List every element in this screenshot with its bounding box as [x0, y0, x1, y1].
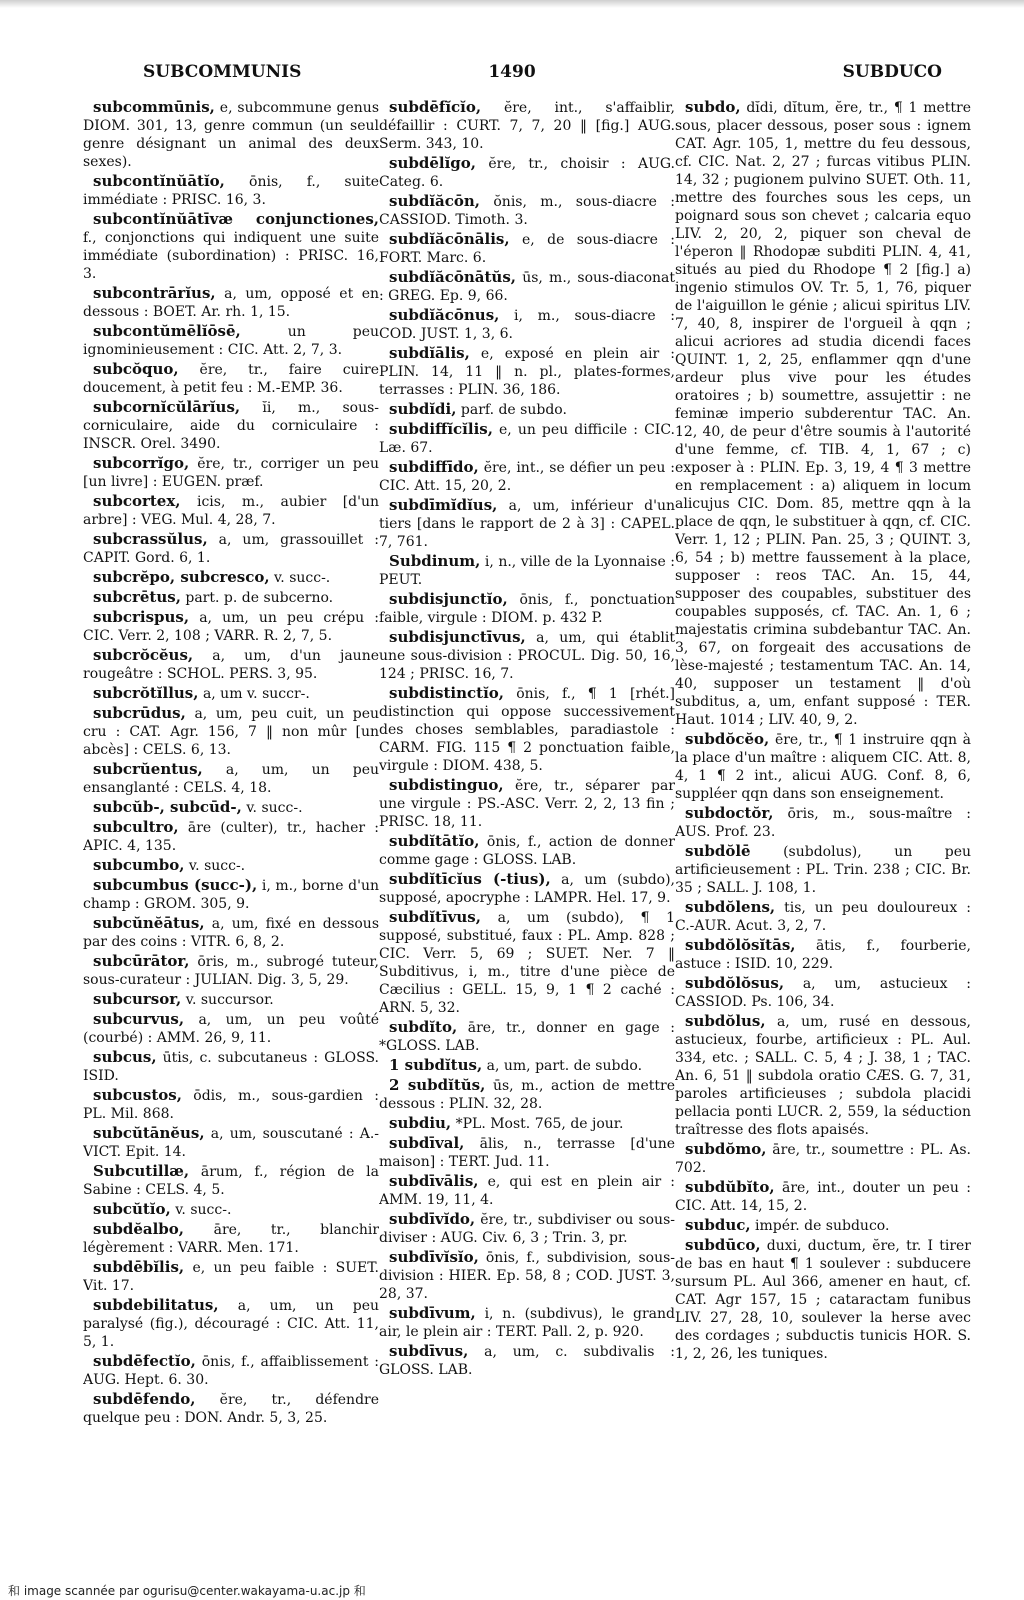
entry-definition: f., conjonctions qui indiquent une suite immédiate (subordination) : PRISC. 16, 3.: [83, 230, 379, 282]
entry-headword: subdĭăcōn,: [389, 192, 481, 210]
entry-headword: subcumbus (succ-),: [93, 876, 258, 894]
entry-headword: subdīvus,: [389, 1342, 469, 1360]
entry-definition: ūtis, c. subcutaneus : GLOSS. ISID.: [83, 1050, 379, 1084]
dictionary-entry: [379, 192, 675, 229]
entry-headword: subcortex,: [93, 492, 181, 510]
entry-headword: subdīvum,: [389, 1304, 476, 1322]
entry-definition: (subdolus), un peu artificieusement : PL. Trin. 238 ; CIC. Br. 35 ; SALL. J. 108, 1.: [675, 844, 971, 896]
entry-definition: a, um, qui établit une sous-division : PROCUL. Dig. 50, 16, 124 ; PRISC. 16, 7.: [379, 630, 675, 682]
dictionary-entry: [379, 1114, 675, 1133]
entry-headword: subcultro,: [93, 818, 179, 836]
dictionary-entry: [83, 360, 379, 397]
entry-headword: subdēbĭlis,: [93, 1258, 185, 1276]
dictionary-entry: [83, 684, 379, 703]
entry-definition: ārum, f., région de la Sabine : CELS. 4, 5.: [83, 1164, 379, 1198]
entry-definition: a, um (subdo), supposé, apocryphe : LAMPR. Hel. 17, 9.: [379, 872, 675, 906]
entry-headword: subcurvus,: [93, 1010, 185, 1028]
entry-headword: subdiffīdo,: [389, 458, 479, 476]
entry-definition: ōdis, m., sous-gardien : PL. Mil. 868.: [83, 1088, 379, 1122]
entry-definition: āre, tr., soumettre : PL. As. 702.: [675, 1142, 971, 1176]
dictionary-entry: [83, 454, 379, 491]
entry-definition: part. p. de subcerno.: [185, 590, 334, 606]
entry-definition: ĕre, tr., corriger un peu [un livre] : EUGEN. præf.: [83, 456, 379, 490]
entry-definition: un peu ignominieusement : CIC. Att. 2, 7, 3.: [83, 324, 379, 358]
dictionary-entry: [379, 552, 675, 589]
entry-headword: subdīval,: [389, 1134, 465, 1152]
entry-headword: subcontĭnŭātĭo,: [93, 172, 225, 190]
dictionary-entry: [83, 952, 379, 989]
entry-definition: ĕre, tr., faire cuire doucement, à petit feu : M.-EMP. 36.: [83, 362, 379, 396]
entry-headword: subcumbo,: [93, 856, 185, 874]
entry-definition: ōris, m., subrogé tuteur, sous-curateur : JULIAN. Dig. 3, 5, 29.: [83, 954, 379, 988]
dictionary-entry: [675, 898, 971, 935]
entry-headword: subdēlĭgo,: [389, 154, 476, 172]
entry-headword: subduc,: [685, 1216, 751, 1234]
dictionary-entry: [83, 210, 379, 283]
dictionary-entry: [675, 1216, 971, 1235]
dictionary-entry: [83, 172, 379, 209]
dictionary-entry: [379, 590, 675, 627]
dictionary-entry: [83, 798, 379, 817]
dictionary-entry: [675, 804, 971, 841]
entry-headword: subdĭăcōnus,: [389, 306, 500, 324]
entry-headword: subdēfectĭo,: [93, 1352, 196, 1370]
dictionary-entry: [675, 98, 971, 729]
dictionary-entry: [379, 268, 675, 305]
entry-headword: Subcutillæ,: [93, 1162, 190, 1180]
scan-top-edge: [0, 0, 1024, 8]
dictionary-entry: [675, 1236, 971, 1363]
dictionary-entry: [83, 818, 379, 855]
entry-headword: subdo,: [685, 98, 741, 116]
entry-headword: subdŏlens,: [685, 898, 776, 916]
entry-headword: subdistinctĭo,: [389, 684, 504, 702]
dictionary-entry: [83, 492, 379, 529]
entry-headword: subcommūnis,: [93, 98, 215, 116]
entry-definition: e, un peu difficile : CIC. Læ. 67.: [379, 422, 675, 456]
dictionary-entry: [379, 908, 675, 1017]
entry-definition: ōnis, f., subdivision, sous-division : HIER. Ep. 58, 8 ; COD. JUST. 3, 28, 37.: [379, 1250, 675, 1302]
entry-definition: ōnis, f., affaiblissement : AUG. Hept. 6. 30.: [83, 1354, 379, 1388]
entry-definition: a, um, souscutané : A.-VICT. Epit. 14.: [83, 1126, 379, 1160]
entry-definition: a, um, opposé et en dessous : BOET. Ar. rh. 1, 15.: [83, 286, 379, 320]
dictionary-entry: [675, 974, 971, 1011]
dictionary-entry: [83, 1162, 379, 1199]
entry-headword: subcrĕpo, subcresco,: [93, 568, 270, 586]
entry-headword: subcrispus,: [93, 608, 190, 626]
entry-headword: subdĭālis,: [389, 344, 470, 362]
entry-definition: ōnis, f., ponctuation faible, virgule : DIOM. p. 432 P.: [379, 592, 675, 626]
entry-headword: subdĭăcōnālis,: [389, 230, 510, 248]
entry-headword: subcrassŭlus,: [93, 530, 208, 548]
entry-headword: subdēfĭcĭo,: [389, 98, 482, 116]
entry-headword: subcŭtānĕus,: [93, 1124, 205, 1142]
entry-definition: a, um, un peu crépu : CIC. Verr. 2, 108 ; VARR. R. 2, 7, 5.: [83, 610, 379, 644]
entry-headword: subcorrĭgo,: [93, 454, 190, 472]
dictionary-entry: [83, 1200, 379, 1219]
entry-definition: a, um, astucieux : CASSIOD. Ps. 106, 34.: [675, 976, 971, 1010]
dictionary-entry: [675, 1012, 971, 1139]
entry-definition: v. succ-.: [274, 570, 331, 586]
dictionary-entry: [83, 1124, 379, 1161]
entry-definition: ūs, m., action de mettre dessous : PLIN. 32, 28.: [379, 1078, 675, 1112]
dictionary-entry: [83, 398, 379, 453]
entry-headword: subdŏcĕo,: [685, 730, 770, 748]
entry-headword: subcornĭcŭlārĭus,: [93, 398, 241, 416]
entry-definition: a, um, part. de subdo.: [486, 1058, 643, 1074]
dictionary-entry: [379, 1342, 675, 1379]
dictionary-entry: [379, 154, 675, 191]
entry-definition: v. succ-.: [188, 858, 246, 874]
entry-headword: subcontŭmēlĭōsē,: [93, 322, 241, 340]
page-number: 1490: [488, 62, 536, 82]
entry-definition: ŏnis, m., sous-diacre : CASSIOD. Timoth. 3.: [379, 194, 675, 228]
entry-headword: subdŏlŏsĭtās,: [685, 936, 796, 954]
entry-definition: a, um, peu cuit, un peu cru : CAT. Agr. 156, 7 ‖ non mûr [un abcès] : CELS. 6, 13.: [83, 706, 379, 758]
entry-definition: a, um, grassouillet : CAPIT. Gord. 6, 1.: [83, 532, 379, 566]
column-right: [675, 98, 971, 1538]
dictionary-entry: [83, 1352, 379, 1389]
entry-definition: ōnis, f., action de donner comme gage : GLOSS. LAB.: [379, 834, 675, 868]
entry-headword: subdĕalbo,: [93, 1220, 185, 1238]
entry-headword: subcŭnĕātus,: [93, 914, 205, 932]
entry-headword: subdĭtīvus,: [389, 908, 481, 926]
dictionary-entry: [379, 832, 675, 869]
entry-definition: a, um, inférieur d'un tiers [dans le rapport de 2 à 3] : CAPEL. 7, 761.: [379, 498, 675, 550]
dictionary-entry: [379, 870, 675, 907]
entry-definition: a, um, rusé en dessous, astucieux, fourbe, artificieux : PL. Aul. 334, etc. ; SALL. C. 5, 4 ; J. 38, 1 ; TAC. An. 6, 51 ‖ subdola oratio CÆS. G. 7, 31, paroles artificieuses ; subdola placidi pellacia ponti LUCR. 2, 559, la séduction traîtresse des flots apaisés.: [675, 1014, 971, 1138]
entry-definition: a, um (subdo), ¶ 1 supposé, substitué, faux : PL. Amp. 828 ; CIC. Verr. 5, 69 ; SUET. Ner. 7 ‖ Subditivus, i, m., titre d'une pièce de Cæcilius : GELL. 15, 9, 1 ¶ 2 caché : ARN. 5, 32.: [379, 910, 675, 1016]
entry-definition: a, um, un peu ensanglanté : CELS. 4, 18.: [83, 762, 379, 796]
entry-definition: ālis, n., terrasse [d'une maison] : TERT. Jud. 11.: [379, 1136, 675, 1170]
dictionary-entry: [83, 1296, 379, 1351]
dictionary-entry: [379, 496, 675, 551]
dictionary-entry: [379, 1056, 675, 1075]
entry-headword: 1 subdĭtus,: [389, 1056, 483, 1074]
entry-definition: ĕre, int., se défier un peu : CIC. Att. 15, 20, 2.: [379, 460, 675, 494]
entry-definition: impér. de subduco.: [755, 1218, 890, 1234]
dictionary-entry: [83, 1048, 379, 1085]
entry-headword: subcontrārĭus,: [93, 284, 216, 302]
entry-headword: subdīvĭsĭo,: [389, 1248, 479, 1266]
dictionary-entry: [379, 776, 675, 831]
dictionary-entry: [83, 588, 379, 607]
entry-definition: ĕre, int., s'affaiblir, défaillir : CURT. 7, 7, 20 ‖ [fig.] AUG. Serm. 343, 10.: [379, 100, 675, 152]
entry-headword: subcrŭentus,: [93, 760, 203, 778]
dictionary-entry: [379, 230, 675, 267]
entry-definition: ĕre, tr., séparer par une virgule : PS.-ASC. Verr. 2, 2, 13 fin ; PRISC. 18, 11.: [379, 778, 675, 830]
entry-definition: ĕre, tr., subdiviser ou sous-diviser : AUG. Civ. 6, 3 ; Trin. 3, pr.: [379, 1212, 675, 1246]
entry-headword: subdiffĭcĭlis,: [389, 420, 493, 438]
entry-headword: subcontĭnŭātīvæ conjunctiones,: [93, 210, 379, 228]
entry-definition: ātis, f., fourberie, astuce : ISID. 10, 229.: [675, 938, 971, 972]
entry-headword: subdisjunctĭo,: [389, 590, 508, 608]
dictionary-entry: [379, 684, 675, 775]
entry-definition: āre (culter), tr., hacher : APIC. 4, 135.: [83, 820, 379, 854]
entry-headword: subdīvĭdo,: [389, 1210, 476, 1228]
scan-credit: 和 image scannée par ogurisu@center.wakayama-u.ac.jp 和: [8, 1584, 366, 1598]
dictionary-entry: [83, 1258, 379, 1295]
entry-headword: subdĭtātĭo,: [389, 832, 480, 850]
entry-definition: ēre, tr., ¶ 1 instruire qqn à la place d'un maître : aliquem CIC. Att. 8, 4, 1 ¶ 2 int., alicui AUG. Conf. 8, 6, suppléer qqn dans son enseignement.: [675, 732, 971, 802]
entry-definition: i, m., sous-diacre : COD. JUST. 1, 3, 6.: [379, 308, 675, 342]
entry-headword: subcustos,: [93, 1086, 182, 1104]
entry-headword: subdistinguo,: [389, 776, 504, 794]
dictionary-entry: [83, 760, 379, 797]
dictionary-entry: [83, 646, 379, 683]
entry-definition: e, un peu faible : SUET. Vit. 17.: [83, 1260, 379, 1294]
dictionary-entry: [83, 1010, 379, 1047]
dictionary-entry: [379, 420, 675, 457]
dictionary-entry: [675, 1178, 971, 1215]
dictionary-entry: [379, 458, 675, 495]
entry-headword: subdīmĭdĭus,: [389, 496, 498, 514]
dictionary-entry: [675, 1140, 971, 1177]
dictionary-entry: [83, 568, 379, 587]
column-middle: [379, 98, 675, 1538]
entry-definition: āre, tr., donner en gage : *GLOSS. LAB.: [379, 1020, 675, 1054]
entry-headword: subdiu,: [389, 1114, 452, 1132]
entry-definition: e, exposé en plein air : PLIN. 14, 11 ‖ n. pl., plates-formes, terrasses : PLIN. 36, 186.: [379, 346, 675, 398]
dictionary-entry: [83, 608, 379, 645]
dictionary-entry: [379, 1076, 675, 1113]
entry-definition: i, n., ville de la Lyonnaise : PEUT.: [379, 554, 675, 588]
entry-headword: subcŏquo,: [93, 360, 179, 378]
entry-headword: subdīvālis,: [389, 1172, 479, 1190]
entry-definition: v. succ-.: [246, 800, 303, 816]
entry-headword: subdĭto,: [389, 1018, 458, 1036]
entry-definition: v. succursor.: [185, 992, 274, 1008]
entry-headword: subdŏlē: [685, 842, 751, 860]
entry-headword: subcūrātor,: [93, 952, 190, 970]
dictionary-entry: [83, 1390, 379, 1427]
dictionary-entry: [379, 98, 675, 153]
entry-headword: subdĭăcōnātŭs,: [389, 268, 517, 286]
entry-definition: a, um, un peu paralysé (fig.), découragé : CIC. Att. 11, 5, 1.: [83, 1298, 379, 1350]
entry-headword: subdoctŏr,: [685, 804, 774, 822]
entry-definition: tis, un peu douloureux : C.-AUR. Acut. 3, 2, 7.: [675, 900, 971, 934]
dictionary-entry: [675, 842, 971, 897]
entry-definition: e, de sous-diacre : FORT. Marc. 6.: [379, 232, 675, 266]
dictionary-entry: [379, 344, 675, 399]
entry-definition: a, um, un peu voûté (courbé) : AMM. 26, 9, 11.: [83, 1012, 379, 1046]
dictionary-entry: [675, 730, 971, 803]
entry-definition: i, n. (subdivus), le grand air, le plein air : TERT. Pall. 2, p. 920.: [379, 1306, 675, 1340]
dictionary-entry: [83, 98, 379, 171]
entry-definition: i, m., borne d'un champ : GROM. 305, 9.: [83, 878, 379, 912]
dictionary-entry: [83, 704, 379, 759]
entry-definition: āre, int., douter un peu : CIC. Att. 14, 15, 2.: [675, 1180, 971, 1214]
entry-headword: subcrūdus,: [93, 704, 186, 722]
dictionary-entry: [379, 400, 675, 419]
entry-definition: dĭdi, dĭtum, ĕre, tr., ¶ 1 mettre sous, placer dessous, poser sous : ignem CAT. Agr. 105, 1, mettre du feu dessous, cf. CIC. Nat. 2, 27 ; furcas vitibus PLIN. 14, 32 ; pugionem pulvino SUET. Oth. 11, mettre des fourches sous les ceps, un poignard sous son chevet ; calcaria equo LIV. 2, 20, 2, piquer son cheval de l'éperon ‖ Rhodopæ subditi PLIN. 4, 41, situés au pied du Rhodope ¶ 2 [fig.] a) ingenio stimulos OV. Tr. 5, 1, 76, piquer de l'aiguillon le génie ; alicui spiritus LIV. 7, 40, 8, inspirer de l'orgueil à qqn ; alicui acriores ad studia dicendi faces QUINT. 1, 2, 25, enflammer qqn d'une ardeur plus vive pour les études oratoires ; b) soumettre, assujettir : ne feminæ imperio subderentur TAC. An. 12, 40, de peur d'être soumis à l'autorité d'une femme, cf. TIB. 4, 1, 67 ; c) exposer à : PLIN. Ep. 3, 19, 4 ¶ 3 mettre en remplacement : a) aliquem in locum alicujus CIC. Dom. 85, mettre qqn à la place de qqn, le substituer à qqn, cf. CIC. Verr. 1, 12 ; PLIN. Pan. 25, 3 ; QUINT. 3, 6, 54 ; b) mettre faussement à la place, supposer : reos TAC. An. 15, 44, supposer des coupables, substituer des coupables supposés, cf. TAC. An. 1, 6 ; majestatis crimina subdebantur TAC. An. 3, 67, on forgeait des accusations de lèse-majesté ; testamentum TAC. An. 14, 40, supposer un testament ‖ d'où subditus, a, um, enfant supposé : TER. Haut. 1014 ; LIV. 40, 9, 2.: [675, 100, 971, 728]
entry-definition: e, qui est en plein air : AMM. 19, 11, 4.: [379, 1174, 675, 1208]
entry-definition: e, subcommune genus DIOM. 301, 13, genre commun (un seul genre désignant un animal des deux sexes).: [83, 100, 379, 170]
entry-headword: subdĭdi,: [389, 400, 457, 418]
entry-definition: v. succ-.: [175, 1202, 232, 1218]
entry-headword: subcrŏtĭllus,: [93, 684, 199, 702]
entry-headword: subdĭtīcĭus (-tius),: [389, 870, 551, 888]
entry-definition: icis, m., aubier [d'un arbre] : VEG. Mul. 4, 28, 7.: [83, 494, 379, 528]
entry-headword: subcrētus,: [93, 588, 181, 606]
entry-headword: subdebilitatus,: [93, 1296, 219, 1314]
running-head-right: SUBDUCO: [842, 62, 942, 82]
entry-definition: a, um v. succr-.: [202, 686, 310, 702]
entry-headword: subcŭb-, subcūd-,: [93, 798, 242, 816]
entry-headword: subcursor,: [93, 990, 182, 1008]
dictionary-entry: [379, 1018, 675, 1055]
entry-definition: a, um, d'un jaune rougeâtre : SCHOL. PERS. 3, 95.: [83, 648, 379, 682]
dictionary-entry: [83, 990, 379, 1009]
entry-headword: subdŏlus,: [685, 1012, 766, 1030]
dictionary-entry: [83, 914, 379, 951]
entry-headword: subcus,: [93, 1048, 157, 1066]
entry-headword: subcrŏcĕus,: [93, 646, 194, 664]
dictionary-entry: [379, 1172, 675, 1209]
entry-headword: 2 subdĭtŭs,: [389, 1076, 486, 1094]
entry-definition: ōnis, f., ¶ 1 [rhét.] distinction qui oppose successivement des choses semblables, paradiastole : CARM. FIG. 115 ¶ 2 ponctuation faible, virgule : DIOM. 438, 5.: [379, 686, 675, 774]
entry-headword: subdisjunctīvus,: [389, 628, 526, 646]
entry-definition: ōnis, f., suite immédiate : PRISC. 16, 3.: [83, 174, 379, 208]
entry-headword: subdŏmo,: [685, 1140, 767, 1158]
running-head-left: SUBCOMMUNIS: [143, 62, 302, 82]
entry-headword: subdŭbĭto,: [685, 1178, 775, 1196]
entry-definition: ĕre, tr., défendre quelque peu : DON. Andr. 5, 3, 25.: [83, 1392, 379, 1426]
entry-definition: parf. de subdo.: [460, 402, 567, 418]
entry-headword: Subdinum,: [389, 552, 481, 570]
entry-definition: *PL. Most. 765, de jour.: [455, 1116, 624, 1132]
dictionary-entry: [83, 530, 379, 567]
dictionary-entry: [379, 1304, 675, 1341]
page-header: [0, 62, 1024, 92]
entry-definition: ūs, m., sous-diaconat : GREG. Ep. 9, 66.: [379, 270, 675, 304]
entry-headword: subdēfendo,: [93, 1390, 196, 1408]
dictionary-entry: [83, 1220, 379, 1257]
entry-definition: duxi, ductum, ĕre, tr. I tirer de bas en haut ¶ 1 soulever : subducere sursum PL. Aul 366, amener en haut, cf. CAT. Agr 157, 15 ; cataractam funibus LIV. 27, 28, 10, soulever la herse avec des cordages ; subductis tunicis HOR. S. 1, 2, 26, les tuniques.: [675, 1238, 971, 1362]
dictionary-entry: [379, 306, 675, 343]
entry-definition: ĕre, tr., choisir : AUG. Categ. 6.: [379, 156, 675, 190]
entry-definition: āre, tr., blanchir légèrement : VARR. Men. 171.: [83, 1222, 379, 1256]
entry-headword: subdūco,: [685, 1236, 761, 1254]
dictionary-entry: [379, 1248, 675, 1303]
dictionary-entry: [83, 1086, 379, 1123]
dictionary-entry: [379, 1210, 675, 1247]
dictionary-entry: [83, 876, 379, 913]
entry-definition: ĭi, m., sous-corniculaire, aide du corniculaire : INSCR. Orel. 3490.: [83, 400, 379, 452]
dictionary-entry: [675, 936, 971, 973]
entry-definition: a, um, c. subdivalis : GLOSS. LAB.: [379, 1344, 675, 1378]
dictionary-entry: [83, 322, 379, 359]
dictionary-entry: [379, 1134, 675, 1171]
column-left: [83, 98, 379, 1538]
dictionary-entry: [83, 284, 379, 321]
entry-definition: ōris, m., sous-maître : AUS. Prof. 23.: [675, 806, 971, 840]
dictionary-entry: [379, 628, 675, 683]
entry-definition: a, um, fixé en dessous par des coins : VITR. 6, 8, 2.: [83, 916, 379, 950]
entry-headword: subcŭtĭo,: [93, 1200, 171, 1218]
dictionary-entry: [83, 856, 379, 875]
entry-headword: subdŏlŏsus,: [685, 974, 785, 992]
